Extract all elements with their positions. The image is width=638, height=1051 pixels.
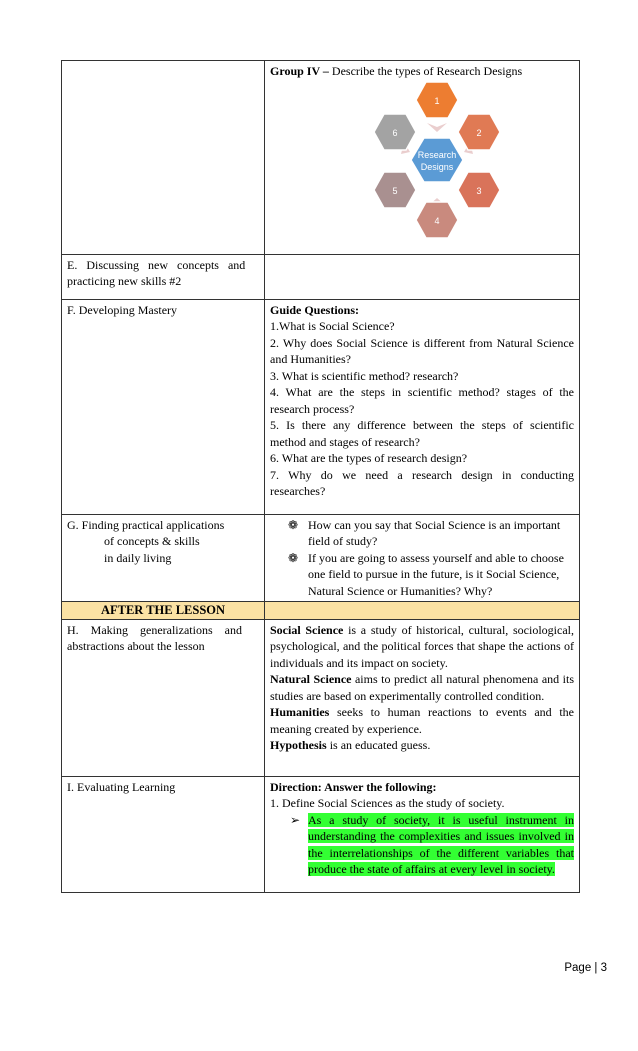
node-6-label: 6	[392, 127, 398, 138]
row-g-right	[265, 514, 580, 602]
row-h-label-line2: abstractions about the lesson	[67, 639, 205, 653]
row-i	[62, 776, 580, 892]
lesson-plan-table	[61, 60, 580, 893]
row-f-left	[62, 299, 265, 514]
text-humanities: seeks to human reactions to events and the meaning created by experience.	[270, 705, 574, 736]
node-3-label: 3	[476, 185, 482, 196]
question-6: 6. What are the types of research design?	[270, 451, 468, 465]
connector-1	[427, 123, 447, 132]
node-1-label: 1	[434, 95, 440, 106]
row-group-iv-right	[265, 61, 580, 255]
row-g-left	[62, 514, 265, 602]
row-g-label-line2: of concepts & skills	[104, 534, 200, 548]
node-2-label: 2	[476, 127, 482, 138]
term-natural-science: Natural Science	[270, 672, 352, 686]
row-group-iv-left	[62, 61, 265, 255]
row-e-right	[265, 254, 580, 299]
center-label-line2: Designs	[420, 161, 454, 172]
bullet-text-2: If you are going to assess yourself and able to choose one field to pursue in the future, is it Social Science, Natural Science or Humanities? Why?	[308, 550, 564, 598]
row-e-label-line2: practicing new skills #2	[67, 274, 182, 288]
definition-humanities	[270, 704, 574, 737]
practical-application-list	[270, 517, 574, 600]
center-hexagon	[411, 138, 463, 182]
direction-heading: Direction: Answer the following:	[270, 779, 437, 794]
row-g	[62, 514, 580, 602]
list-item	[288, 550, 574, 600]
bullet-text-1: How can you say that Social Science is an important field of study?	[308, 517, 561, 548]
node-5-label: 5	[392, 185, 398, 196]
row-i-right	[265, 776, 580, 892]
hexagon-cycle-graphic	[332, 80, 542, 250]
group-iv-title	[270, 63, 574, 80]
term-hypothesis: Hypothesis	[270, 738, 327, 752]
guide-questions-heading: Guide Questions:	[270, 302, 360, 317]
row-e-label-line1: E. Discussing new concepts and	[67, 257, 246, 272]
text-natural-science: aims to predict all natural phenomena and its studies are based on experimentally controlled condition.	[270, 672, 575, 703]
group-iv-title-bold: Group IV –	[270, 64, 329, 78]
text-social-science: is a study of historical, cultural, sociological, psychological, and the political forces that shape the actions of individuals and its impact on society.	[270, 622, 574, 670]
row-f	[62, 299, 580, 514]
center-label-line1: Research	[417, 149, 457, 160]
row-i-label: I. Evaluating Learning	[67, 779, 176, 794]
group-iv-title-rest: Describe the types of Research Designs	[328, 64, 523, 78]
question-1: 1.What is Social Science?	[270, 319, 395, 333]
highlighted-answer: As a study of society, it is useful instrument in understanding the complexities and issues involved in the interrelationships of the different variables that produce the state of affairs at every level in society.	[308, 812, 574, 876]
definition-social-science	[270, 622, 574, 672]
row-f-right	[265, 299, 580, 514]
text-hypothesis: is an educated guess.	[326, 738, 431, 752]
row-h-left	[62, 619, 265, 776]
evaluation-question: 1. Define Social Sciences as the study of society.	[270, 796, 505, 810]
node-4-label: 4	[434, 215, 440, 226]
question-2: 2. Why does Social Science is different from Natural Science and Humanities?	[270, 335, 574, 366]
row-h-right	[265, 619, 580, 776]
definition-natural-science	[270, 671, 574, 704]
answer-block	[270, 812, 574, 878]
list-item	[288, 517, 574, 550]
row-g-label-line3: in daily living	[104, 550, 172, 565]
question-3: 3. What is scientific method? research?	[270, 368, 459, 383]
page-number: Page | 3	[564, 962, 607, 974]
term-social-science: Social Science	[270, 622, 344, 637]
row-i-left	[62, 776, 265, 892]
row-f-label: F. Developing Mastery	[67, 302, 178, 317]
question-4: 4. What are the steps in scientific method? stages of the research process?	[270, 385, 574, 416]
term-humanities: Humanities	[270, 705, 330, 719]
row-g-label-line1: G. Finding practical applications	[67, 517, 225, 532]
research-designs-diagram	[332, 80, 542, 252]
flower-bullet-icon: ❁	[288, 517, 299, 532]
row-e-left	[62, 254, 265, 299]
arrow-bullet-icon: ➢	[290, 812, 301, 827]
row-h	[62, 619, 580, 776]
row-group-iv	[62, 61, 580, 255]
flower-bullet-icon: ❁	[288, 550, 299, 565]
question-5: 5. Is there any difference between the steps of scientific method and stages of research?	[270, 418, 574, 449]
row-after-right	[265, 602, 580, 620]
question-7: 7. Why do we need a research design in conducting researches?	[270, 467, 574, 498]
definition-hypothesis	[270, 737, 574, 754]
after-the-lesson-heading: AFTER THE LESSON	[62, 602, 265, 620]
row-e	[62, 254, 580, 299]
row-after-the-lesson	[62, 602, 580, 620]
row-h-label-line1: H. Making generalizations and	[67, 622, 242, 637]
